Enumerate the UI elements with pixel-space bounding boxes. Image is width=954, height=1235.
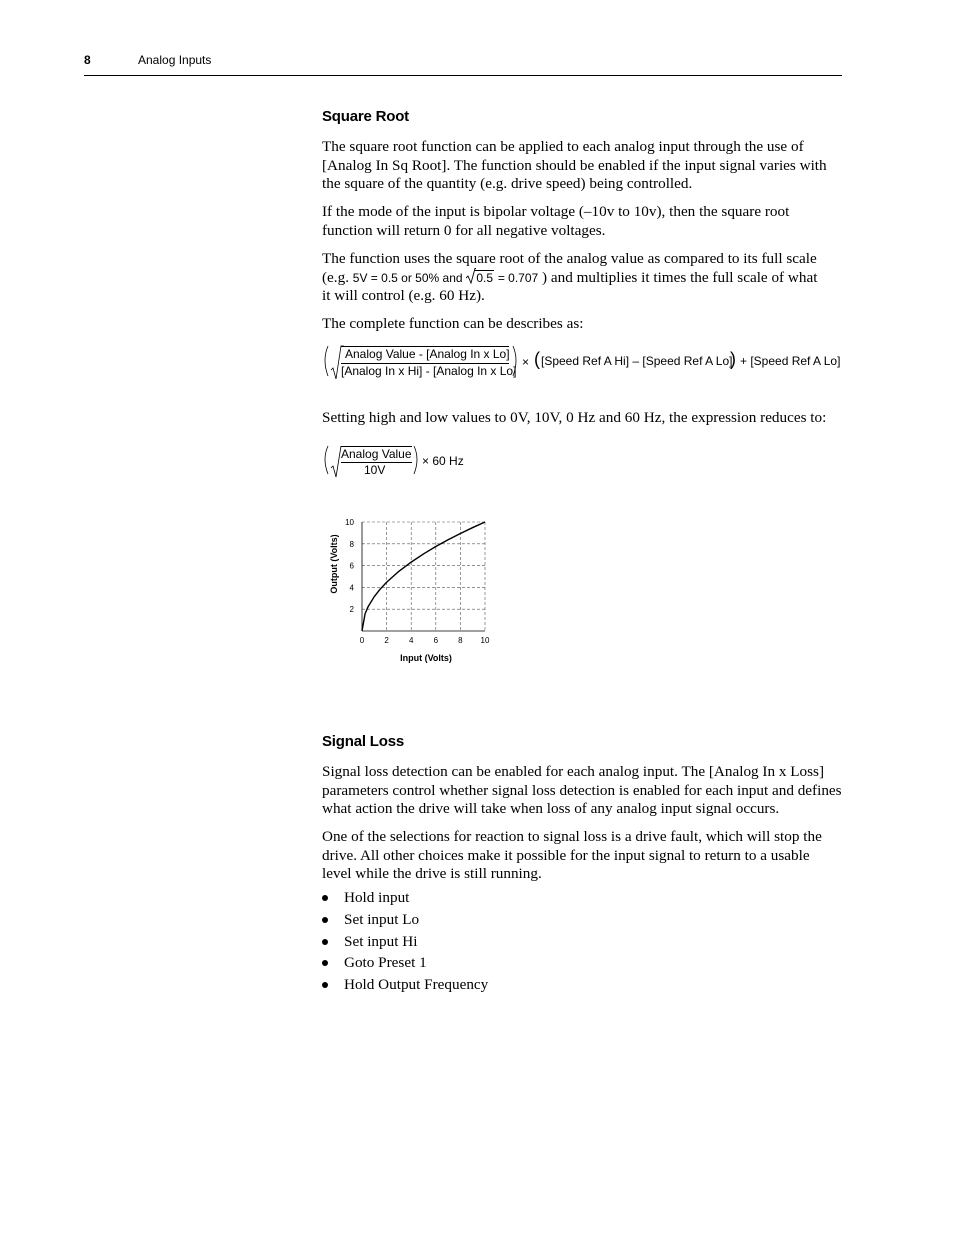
para3-line-2 xyxy=(322,269,842,288)
y-tick-label: 4 xyxy=(349,583,354,593)
close-paren-icon xyxy=(511,344,519,384)
para3-line-1: The function uses the square root of the analog value as compared to its full scale xyxy=(322,250,817,267)
formula1-numerator: Analog Value - [Analog In x Lo] xyxy=(345,347,510,361)
page-number: 8 xyxy=(84,53,91,67)
bullet-icon xyxy=(322,917,328,923)
list-item xyxy=(322,975,488,997)
signal-loss-options-list xyxy=(322,888,488,997)
list-item-text: Set input Hi xyxy=(344,932,418,950)
chart-y-ticks xyxy=(345,518,354,614)
formula1-range-expression: [Speed Ref A Hi] – [Speed Ref A Lo] xyxy=(541,354,733,368)
bullet-icon xyxy=(322,895,328,901)
para3-rest: ) and multiplies it times the full scale of what xyxy=(542,268,818,286)
y-tick-label: 6 xyxy=(349,561,354,571)
x-tick-label: 10 xyxy=(480,636,490,645)
y-tick-label: 8 xyxy=(349,539,354,549)
close-paren-icon xyxy=(412,444,420,480)
formula1-times: × xyxy=(522,355,530,369)
y-tick-label: 2 xyxy=(349,605,354,615)
bullet-icon xyxy=(322,960,328,966)
inline-sqrt xyxy=(466,269,494,288)
list-item xyxy=(322,953,488,975)
chart-y-axis-label: Output (Volts) xyxy=(329,534,339,594)
section-heading-square-root: Square Root xyxy=(322,108,409,125)
x-tick-label: 6 xyxy=(433,636,439,645)
list-item xyxy=(322,932,488,954)
list-item-text: Goto Preset 1 xyxy=(344,954,427,972)
x-tick-label: 2 xyxy=(384,636,389,645)
x-tick-label: 4 xyxy=(408,636,414,645)
inline-equation-ratio: 5V = 0.5 or 50% and xyxy=(352,270,463,285)
sqrt-sign-icon xyxy=(466,268,476,284)
signal-loss-paragraph-1: Signal loss detection can be enabled for each analog input. The [Analog In x Loss] parameters control whether signal loss detection is enabled for each input and defines what action the drive will take when loss of any analog input signal occurs. xyxy=(322,763,842,818)
chart-x-axis-label: Input (Volts) xyxy=(400,653,452,663)
y-tick-label: 10 xyxy=(345,518,354,527)
square-root-paragraph-1: The square root function can be applied to each analog input through the use of [Analog In Sq Root]. The function should be enabled if the input signal varies with the square of the quantity (e.g. drive speed) being controlled. xyxy=(322,138,827,193)
list-item-text: Set input Lo xyxy=(344,910,420,928)
inline-sqrt-argument: 0.5 xyxy=(476,270,494,285)
list-item-text: Hold Output Frequency xyxy=(344,976,489,994)
bullet-icon xyxy=(322,939,328,945)
series-line xyxy=(362,522,485,631)
square-root-paragraph-2: If the mode of the input is bipolar voltage (–10v to 10v), then the square root function will return 0 for all negative voltages. xyxy=(322,203,790,239)
para3-eg-open: (e.g. xyxy=(322,268,349,286)
formula1-offset: + [Speed Ref A Lo] xyxy=(740,354,841,368)
signal-loss-paragraph-2: One of the selections for reaction to signal loss is a drive fault, which will stop the drive. All other choices make it possible for the input signal to return to a usable level while the drive is still running. xyxy=(322,828,822,883)
section-heading-signal-loss: Signal Loss xyxy=(322,733,404,750)
complete-function-formula xyxy=(322,344,842,384)
formula2-numerator: Analog Value xyxy=(341,447,412,461)
chart-x-ticks xyxy=(360,636,490,645)
formula2-rest: × 60 Hz xyxy=(422,454,464,468)
list-item-text: Hold input xyxy=(344,889,410,906)
list-item xyxy=(322,910,488,932)
x-tick-label: 8 xyxy=(458,636,463,645)
chart-grid xyxy=(362,522,485,631)
square-root-paragraph-3 xyxy=(322,250,842,306)
chart-series xyxy=(362,522,485,631)
square-root-paragraph-5: Setting high and low values to 0V, 10V, 0 Hz and 60 Hz, the expression reduces to: xyxy=(322,409,827,426)
x-tick-label: 0 xyxy=(359,636,365,645)
close-paren-large-icon: ) xyxy=(730,349,736,369)
square-root-paragraph-4: The complete function can be describes as: xyxy=(322,315,584,332)
square-root-chart xyxy=(322,510,502,670)
chart-axes xyxy=(362,522,485,631)
open-paren-large-icon: ( xyxy=(534,349,540,369)
bullet-icon xyxy=(322,982,328,988)
header-divider xyxy=(84,75,842,76)
formula2-denominator: 10V xyxy=(364,463,386,477)
para3-line-3: it will control (e.g. 60 Hz). xyxy=(322,287,485,305)
running-header-title: Analog Inputs xyxy=(138,53,212,67)
reduced-function-formula xyxy=(322,444,522,480)
list-item xyxy=(322,888,488,910)
formula1-denominator: [Analog In x Hi] - [Analog In x Lo] xyxy=(341,364,517,378)
inline-equation-result: = 0.707 xyxy=(497,270,539,285)
